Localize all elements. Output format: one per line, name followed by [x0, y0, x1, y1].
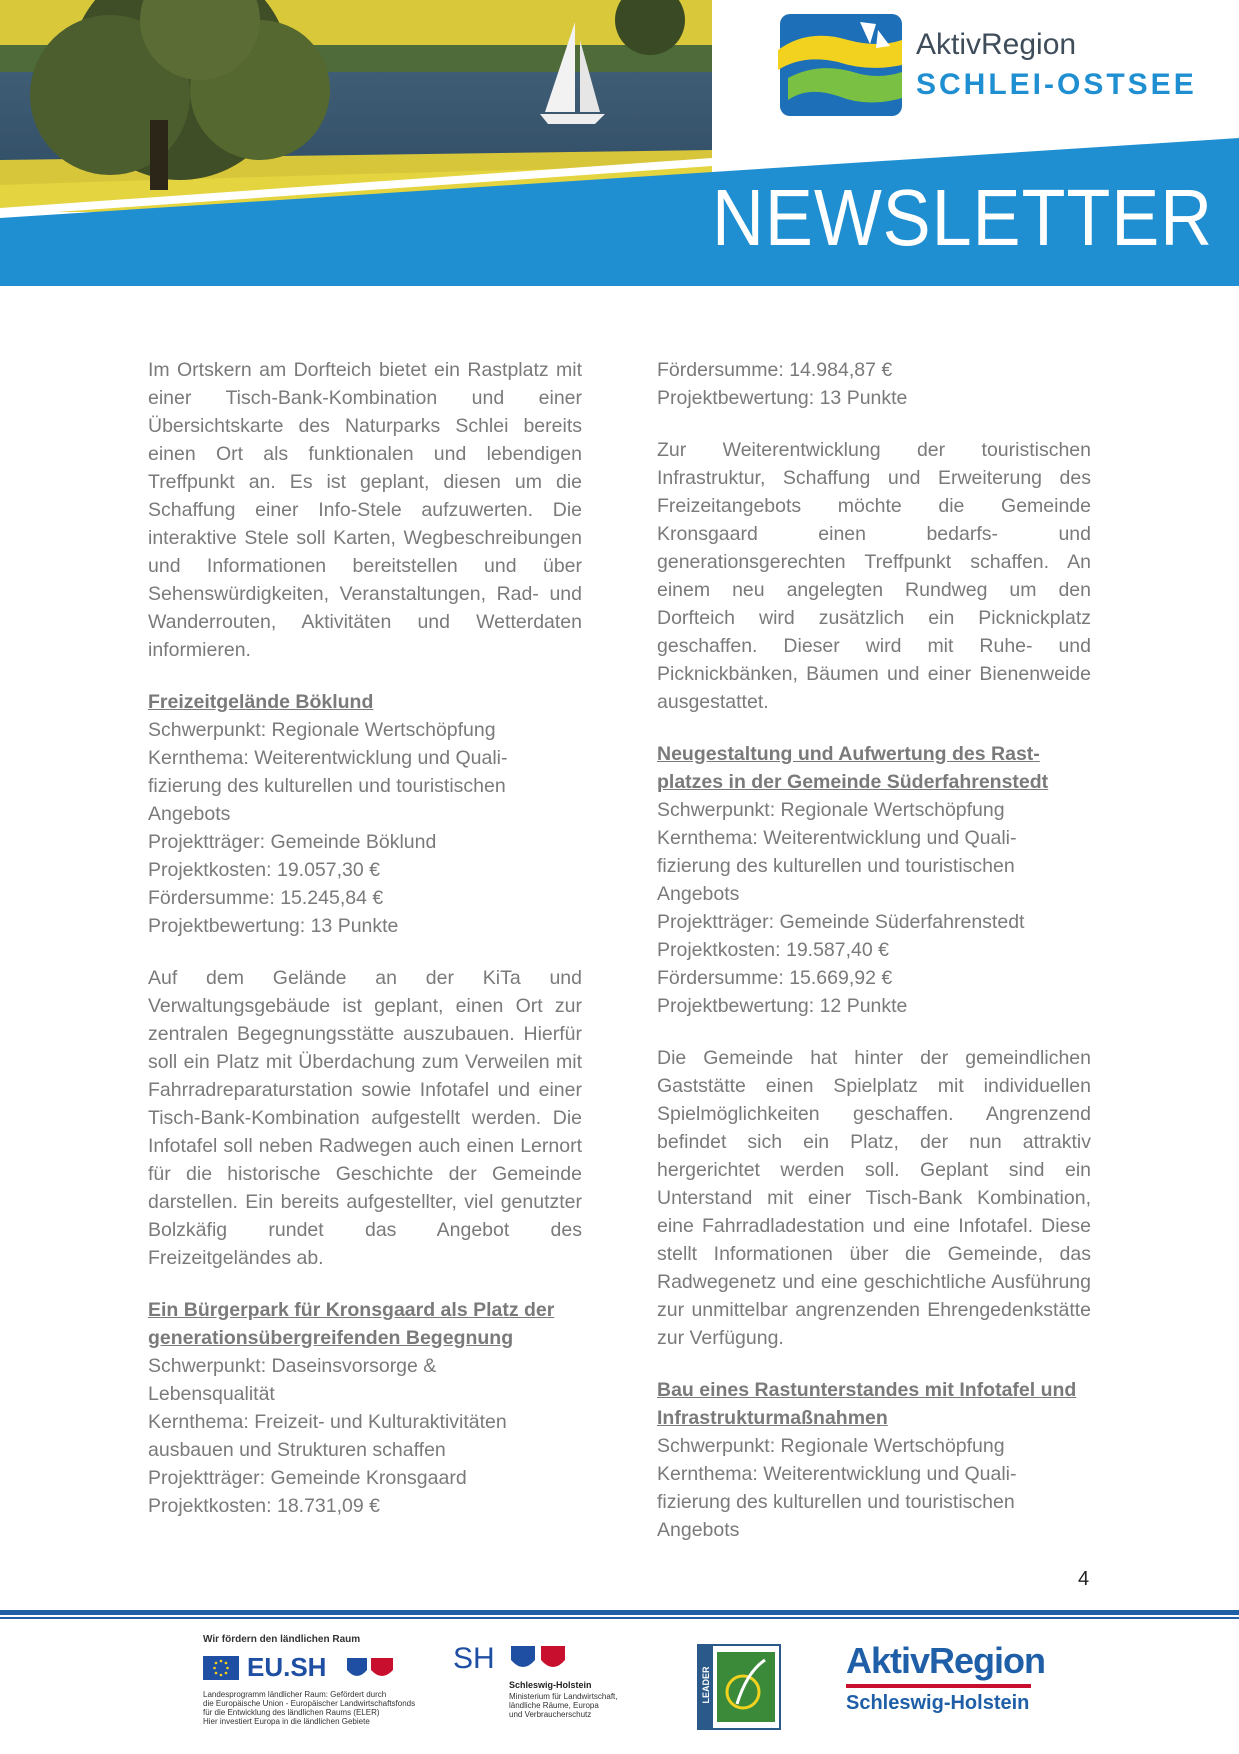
project-detail: Projektträger: Gemeinde Süderfahrenstedt [657, 911, 1025, 933]
project-suederfahrenstedt-info [657, 740, 1091, 1020]
fineprint-line: Landesprogramm ländlicher Raum: Gefördert durch [203, 1690, 387, 1699]
project-detail: Projektbewertung: 13 Punkte [657, 387, 908, 409]
ar-line-2: Schleswig-Holstein [846, 1692, 1030, 1714]
project-detail: Projektkosten: 19.587,40 € [657, 939, 889, 961]
project-detail: Angebots [148, 803, 231, 825]
sh-ministry-name [509, 1692, 617, 1719]
project-detail: Fördersumme: 15.669,92 € [657, 967, 893, 989]
project-heading: Freizeitgelände Böklund [148, 691, 374, 713]
project-kronsgaard-info [148, 1296, 582, 1520]
newsletter-header [0, 0, 1239, 290]
project-detail: fizierung des kulturellen und touristischen [657, 855, 1015, 877]
project-detail: Projektbewertung: 12 Punkte [657, 995, 908, 1017]
project-heading: generationsübergreifenden Begegnung [148, 1327, 514, 1349]
leader-emblem-icon [717, 1652, 775, 1722]
sh-lions-nettle-icon [509, 1644, 569, 1674]
project-detail: Angebots [657, 883, 740, 905]
ar-red-rule [846, 1684, 1031, 1688]
project-heading: Bau eines Rastunterstandes mit Infotafel und [657, 1379, 1077, 1401]
project-detail: Projektträger: Gemeinde Böklund [148, 831, 437, 853]
left-column [148, 356, 582, 1544]
project-detail: Fördersumme: 14.984,87 € [657, 359, 893, 381]
project-description: Auf dem Gelände an der KiTa und Verwaltungsgebäude ist geplant, einen Ort zur zentralen Begegnungsstätte auszubauen. Hierfür soll ein Platz mit Überdachung zum Verweilen mit Fahrradreparaturstation sowie Infotafel und einer Tisch-Bank-Kombination aufgestellt werden. Die Infotafel soll neben Radwegen auch einen Lernort für die historische Geschichte der Gemeinde darstellen. Ein bereits aufgestellter, viel genutzter Bolzkäfig rundet das Angebot des Freizeitgeländes ab. [148, 967, 582, 1269]
sh-name: Schleswig-Holstein [509, 1680, 592, 1690]
eu-flag-icon [203, 1656, 239, 1680]
project-heading: platzes in der Gemeinde Süderfahrenstedt [657, 771, 1049, 793]
eush-logo [203, 1634, 416, 1744]
project-detail: Schwerpunkt: Regionale Wertschöpfung [657, 1435, 1005, 1457]
project-heading: Ein Bürgerpark für Kronsgaard als Platz der [148, 1299, 555, 1321]
project-detail: Schwerpunkt: Regionale Wertschöpfung [657, 799, 1005, 821]
eush-tagline: Wir fördern den ländlichen Raum [203, 1634, 361, 1645]
project-rastunterstand-info [657, 1376, 1091, 1544]
footer-logos [0, 1622, 1239, 1754]
leader-logo [697, 1644, 781, 1730]
sh-ministry-logo [453, 1642, 653, 1742]
project-detail: Angebots [657, 1519, 740, 1541]
newsletter-title: NEWSLETTER [712, 173, 1214, 262]
ministry-line: ländliche Räume, Europa [509, 1701, 599, 1710]
project-heading: Infrastrukturmaßnahmen [657, 1407, 888, 1429]
leader-label: LEADER [701, 1666, 711, 1704]
project-description: Zur Weiterentwicklung der touristischen Infrastruktur, Schaffung und Erweiterung des Freizeitangebots möchte die Gemeinde Kronsgaard einen bedarfs- und generationsgerechten Treffpunkt schaffen. An einem neu angelegten Rundweg um den Dorfteich wird zusätzlich ein Picknickplatz geschaffen. Dieser wird mit Ruhe- und Picknickbänken, Bäumen und einer Bienenweide ausgestattet. [657, 439, 1091, 713]
logo-line-1: AktivRegion [916, 28, 1077, 61]
project-detail: Kernthema: Freizeit- und Kulturaktivitäten [148, 1411, 507, 1433]
project-detail: Kernthema: Weiterentwicklung und Quali- [148, 747, 508, 769]
aktivregion-emblem-icon [778, 10, 908, 120]
project-heading: Neugestaltung und Aufwertung des Rast- [657, 743, 1040, 765]
aktivregion-logo [778, 10, 1198, 120]
fineprint-line: Hier investiert Europa in die ländlichen Gebiete [203, 1717, 370, 1726]
project-kronsgaard-info-cont [657, 356, 1091, 412]
fineprint-line: die Europäische Union - Europäischer Landwirtschaftsfonds [203, 1699, 416, 1708]
logo-line-2: SCHLEI-OSTSEE [916, 68, 1197, 101]
project-detail: Kernthema: Weiterentwicklung und Quali- [657, 1463, 1017, 1485]
ar-line-1: AktivRegion [846, 1640, 1046, 1681]
footer-divider [0, 1610, 1239, 1615]
ministry-line: Ministerium für Landwirtschaft, [509, 1692, 618, 1701]
project-detail: Schwerpunkt: Daseinsvorsorge & [148, 1355, 437, 1377]
page-number: 4 [1078, 1568, 1090, 1590]
project-detail: Projektkosten: 19.057,30 € [148, 859, 380, 881]
project-detail: Schwerpunkt: Regionale Wertschöpfung [148, 719, 496, 741]
project-detail: Kernthema: Weiterentwicklung und Quali- [657, 827, 1017, 849]
right-column [657, 356, 1091, 1568]
project-detail: Fördersumme: 15.245,84 € [148, 887, 384, 909]
footer-divider-thin [0, 1617, 1239, 1619]
aktivregion-sh-logo [846, 1640, 1046, 1730]
ministry-line: und Verbraucherschutz [509, 1710, 592, 1719]
project-description: Die Gemeinde hat hinter der gemeindlichen Gaststätte einen Spielplatz mit individuellen Spielmöglichkeiten geschaffen. Angrenzend befindet sich ein Platz, der nun attraktiv hergerichtet werden soll. Geplant sind ein Unterstand mit einer Tisch-Bank Kombination, eine Fahrradladestation und eine Infotafel. Diese stellt Informationen über die Gemeinde, das Radwegenetz und eine geschichtliche Ausführung zur unmittelbar angrenzenden Ehrengedenkstätte zur Verfügung. [657, 1047, 1091, 1349]
project-detail: Projektkosten: 18.731,09 € [148, 1495, 380, 1517]
project-detail: fizierung des kulturellen und touristischen [148, 775, 506, 797]
sh-coat-of-arms-icon [345, 1654, 397, 1682]
project-detail: Projektbewertung: 13 Punkte [148, 915, 399, 937]
intro-paragraph: Im Ortskern am Dorfteich bietet ein Rastplatz mit einer Tisch-Bank-Kombination und einer Übersichtskarte des Naturparks Schlei bereits einen Ort als funktionalen und lebendigen Treffpunkt an. Es ist geplant, diesen um die Schaffung einer Info-Stele aufzuwerten. Die interaktive Stele soll Karten, Wegbeschreibungen und Informationen bereitstellen und über Sehenswürdigkeiten, Veranstaltungen, Rad- und Wanderrouten, Aktivitäten und Wetterdaten informieren. [148, 359, 582, 661]
project-detail: ausbauen und Strukturen schaffen [148, 1439, 446, 1461]
project-boklund-info [148, 688, 582, 940]
eush-fineprint [203, 1690, 415, 1726]
eush-mark: EU.SH [247, 1652, 327, 1682]
fineprint-line: für die Entwicklung des ländlichen Raums (ELER) [203, 1708, 380, 1717]
sh-mark: SH [453, 1642, 495, 1675]
project-detail: fizierung des kulturellen und touristischen [657, 1491, 1015, 1513]
project-detail: Lebensqualität [148, 1383, 275, 1405]
project-detail: Projektträger: Gemeinde Kronsgaard [148, 1467, 467, 1489]
